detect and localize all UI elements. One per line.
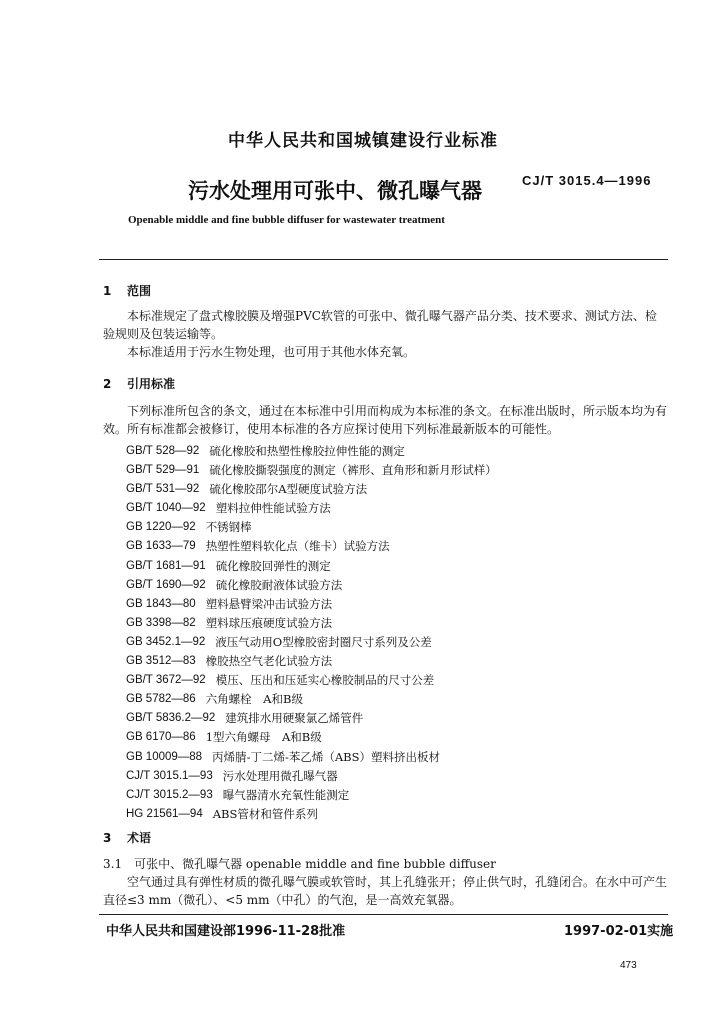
reference-item	[126, 537, 497, 556]
reference-item	[126, 480, 497, 499]
reference-name: 六角螺栓 A和B级	[205, 692, 303, 707]
reference-name: 热塑性塑料软化点（维卡）试验方法	[205, 539, 390, 554]
reference-name: 污水处理用微孔曝气器	[222, 768, 338, 783]
reference-code: GB/T 531—92	[126, 483, 200, 496]
section-3-heading	[103, 829, 151, 846]
english-title: Openable middle and fine bubble diffuser for wastewater treatment	[128, 214, 445, 226]
document-title: 污水处理用可张中、微孔曝气器	[188, 179, 482, 203]
reference-code: GB/T 1690—92	[126, 578, 206, 591]
reference-item	[126, 767, 497, 786]
reference-code: GB 1220—92	[126, 521, 196, 534]
reference-name: 塑料球压痕硬度试验方法	[205, 615, 333, 630]
reference-code: GB 3452.1—92	[126, 635, 206, 648]
reference-name: 硫化橡胶撕裂强度的测定（裤形、直角形和新月形试样）	[209, 463, 497, 478]
reference-name: 丙烯腈-丁二烯-苯乙烯（ABS）塑料挤出板材	[212, 749, 440, 764]
reference-item	[126, 442, 497, 461]
reference-list	[126, 442, 497, 824]
section-number: 3	[103, 831, 112, 845]
footer-rule	[99, 914, 668, 915]
reference-name: 橡胶热空气老化试验方法	[205, 654, 333, 669]
section-2-heading	[103, 375, 175, 392]
reference-item	[126, 518, 497, 537]
reference-item	[126, 614, 497, 633]
reference-code: GB/T 5836.2—92	[126, 712, 216, 725]
section-1-heading	[103, 282, 151, 299]
reference-name: 建筑排水用硬聚氯乙烯管件	[225, 711, 364, 726]
reference-code: GB/T 3672—92	[126, 674, 206, 687]
reference-name: 模压、压出和压延实心橡胶制品的尺寸公差	[215, 673, 435, 688]
reference-code: GB/T 1681—91	[126, 559, 206, 572]
reference-code: GB 6170—86	[126, 731, 196, 744]
reference-item	[126, 595, 497, 614]
section-3-body	[103, 855, 668, 909]
section-title: 引用标准	[127, 377, 176, 391]
reference-item	[126, 805, 497, 824]
term-heading: 3.1 可张中、微孔曝气器 openable middle and fine bubble diffuser	[103, 857, 496, 871]
page-number: 473	[620, 960, 637, 971]
reference-name: 曝气器清水充氧性能测定	[222, 787, 350, 802]
standard-category-header: 中华人民共和国城镇建设行业标准	[228, 131, 498, 151]
reference-code: GB 5782—86	[126, 693, 196, 706]
reference-name: 液压气动用O型橡胶密封圈尺寸系列及公差	[215, 634, 432, 649]
paragraph: 本标准适用于污水生物处理，也可用于其他水体充氧。	[127, 345, 416, 359]
reference-code: GB 3398—82	[126, 616, 196, 629]
reference-item	[126, 709, 497, 728]
reference-code: HG 21561—94	[126, 807, 203, 820]
reference-code: GB 1633—79	[126, 540, 196, 553]
reference-item	[126, 576, 497, 595]
reference-item	[126, 786, 497, 805]
reference-code: GB/T 529—91	[126, 464, 200, 477]
header-rule	[99, 259, 668, 260]
reference-name: 1型六角螺母 A和B级	[205, 730, 322, 745]
reference-name: 塑料拉伸性能试验方法	[215, 501, 331, 516]
section-2-intro	[103, 402, 668, 438]
reference-code: GB 1843—80	[126, 597, 196, 610]
paragraph: 本标准规定了盘式橡胶膜及增强PVC软管的可张中、微孔曝气器产品分类、技术要求、测试方法、检验规则及包装运输等。	[103, 309, 657, 341]
reference-code: GB/T 1040—92	[126, 502, 206, 515]
reference-item	[126, 748, 497, 767]
reference-item	[126, 652, 497, 671]
reference-item	[126, 461, 497, 480]
standard-code: CJ/T 3015.4—1996	[522, 173, 652, 188]
paragraph: 下列标准所包含的条文，通过在本标准中引用而构成为本标准的条文。在标准出版时，所示版本均为有效。所有标准都会被修订，使用本标准的各方应探讨使用下列标准最新版本的可能性。	[103, 404, 668, 436]
reference-code: GB 3512—83	[126, 655, 196, 668]
section-title: 范围	[127, 284, 152, 298]
reference-name: ABS管材和管件系列	[212, 806, 318, 821]
reference-code: CJ/T 3015.2—93	[126, 788, 213, 801]
reference-name: 塑料悬臂梁冲击试验方法	[205, 596, 333, 611]
reference-code: GB/T 528—92	[126, 445, 200, 457]
reference-item	[126, 728, 497, 747]
term-definition: 空气通过具有弹性材质的微孔曝气膜或软管时，其上孔缝张开；停止供气时，孔缝闭合。在水中可产生直径≤3 mm（微孔）、<5 mm（中孔）的气泡，是一高效充氧器。	[103, 875, 668, 907]
reference-item	[126, 671, 497, 690]
section-title: 术语	[127, 831, 152, 845]
reference-code: CJ/T 3015.1—93	[126, 769, 213, 782]
approval-line: 中华人民共和国建设部1996-11-28批准	[106, 924, 346, 939]
reference-item	[126, 633, 497, 652]
section-number: 2	[103, 377, 112, 391]
section-number: 1	[103, 284, 112, 298]
reference-item	[126, 499, 497, 518]
reference-name: 硫化橡胶回弹性的测定	[215, 558, 331, 573]
reference-name: 硫化橡胶邵尔A型硬度试验方法	[209, 482, 368, 497]
implementation-date: 1997-02-01实施	[564, 924, 674, 939]
reference-name: 硫化橡胶耐液体试验方法	[215, 577, 343, 592]
reference-item	[126, 557, 497, 576]
reference-name: 硫化橡胶和热塑性橡胶拉伸性能的测定	[209, 444, 405, 458]
reference-item	[126, 690, 497, 709]
reference-code: GB 10009—88	[126, 750, 203, 763]
reference-name: 不锈钢棒	[205, 520, 252, 535]
section-1-body	[103, 307, 668, 361]
